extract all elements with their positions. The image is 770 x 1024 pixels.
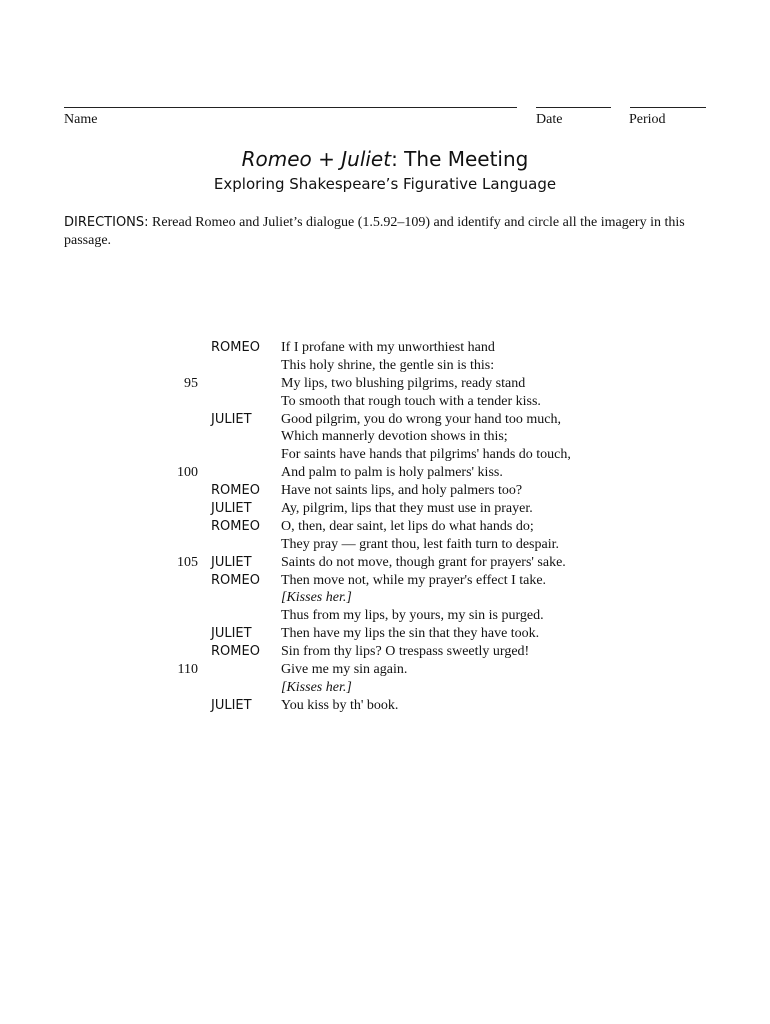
line-text: Thus from my lips, by yours, my sin is purged. — [281, 608, 544, 624]
stage-direction: [Kisses her.] — [281, 679, 352, 695]
dialogue-line — [0, 536, 770, 554]
title-italic: Romeo + Juliet — [241, 147, 392, 171]
speaker-name: ROMEO — [211, 572, 260, 588]
dialogue-line — [0, 679, 770, 697]
line-number: 95 — [184, 375, 198, 391]
dialogue-line — [0, 554, 770, 572]
page-subtitle: Exploring Shakespeare’s Figurative Language — [213, 175, 557, 193]
line-text: To smooth that rough touch with a tender kiss. — [281, 393, 541, 409]
dialogue-line — [0, 518, 770, 536]
dialogue-line — [0, 357, 770, 375]
speaker-name: ROMEO — [211, 483, 260, 499]
speaker-name: ROMEO — [211, 644, 260, 660]
dialogue-line — [0, 446, 770, 464]
directions-text: Reread Romeo and Juliet’s dialogue (1.5.92–109) and identify and circle all the imagery in this passage. — [64, 215, 685, 248]
page-title — [0, 147, 770, 171]
speaker-name: JULIET — [211, 697, 252, 713]
date-label: Date — [536, 112, 563, 127]
line-text: This holy shrine, the gentle sin is this: — [281, 357, 495, 373]
dialogue-passage — [0, 339, 770, 715]
line-text: Good pilgrim, you do wrong your hand too much, — [281, 411, 561, 427]
name-underline[interactable] — [64, 107, 517, 108]
date-underline[interactable] — [536, 107, 611, 108]
line-text: Which mannerly devotion shows in this; — [281, 429, 508, 445]
dialogue-line — [0, 393, 770, 411]
line-text: Give me my sin again. — [281, 662, 408, 678]
line-text: O, then, dear saint, let lips do what hands do; — [281, 518, 534, 534]
stage-direction: [Kisses her.] — [281, 590, 352, 606]
line-number: 100 — [177, 465, 198, 481]
line-text: For saints have hands that pilgrims' hands do touch, — [281, 447, 571, 463]
speaker-name: JULIET — [211, 554, 252, 570]
line-text: Ay, pilgrim, lips that they must use in prayer. — [281, 501, 533, 517]
dialogue-line — [0, 464, 770, 482]
speaker-name: JULIET — [211, 411, 252, 427]
dialogue-line — [0, 607, 770, 625]
dialogue-line — [0, 661, 770, 679]
speaker-name: JULIET — [211, 626, 252, 642]
speaker-name: ROMEO — [211, 340, 260, 355]
dialogue-line — [0, 375, 770, 393]
period-underline[interactable] — [630, 107, 706, 108]
dialogue-line — [0, 482, 770, 500]
dialogue-line — [0, 339, 770, 357]
title-rest: : The Meeting — [391, 147, 529, 171]
line-text: You kiss by th' book. — [281, 697, 399, 713]
dialogue-line — [0, 500, 770, 518]
line-number: 110 — [177, 662, 198, 678]
period-label: Period — [629, 112, 666, 127]
line-text: Saints do not move, though grant for prayers' sake. — [281, 554, 566, 570]
line-text: Sin from thy lips? O trespass sweetly urged! — [281, 644, 530, 660]
line-text: If I profane with my unworthiest hand — [281, 340, 495, 355]
line-text: And palm to palm is holy palmers' kiss. — [281, 465, 503, 481]
line-text: My lips, two blushing pilgrims, ready stand — [281, 375, 526, 391]
dialogue-line — [0, 411, 770, 429]
directions-label: DIRECTIONS: — [64, 215, 149, 230]
dialogue-line — [0, 428, 770, 446]
line-text: Have not saints lips, and holy palmers too? — [281, 483, 523, 499]
speaker-name: JULIET — [211, 501, 252, 517]
dialogue-line — [0, 697, 770, 715]
speaker-name: ROMEO — [211, 518, 260, 534]
directions — [64, 214, 714, 250]
line-text: They pray — grant thou, lest faith turn to despair. — [281, 536, 559, 552]
dialogue-line — [0, 625, 770, 643]
dialogue-line — [0, 589, 770, 607]
line-number: 105 — [177, 554, 198, 570]
line-text: Then have my lips the sin that they have took. — [281, 626, 540, 642]
dialogue-line — [0, 572, 770, 590]
dialogue-line — [0, 643, 770, 661]
line-text: Then move not, while my prayer's effect I take. — [281, 572, 547, 588]
name-label: Name — [64, 112, 98, 127]
